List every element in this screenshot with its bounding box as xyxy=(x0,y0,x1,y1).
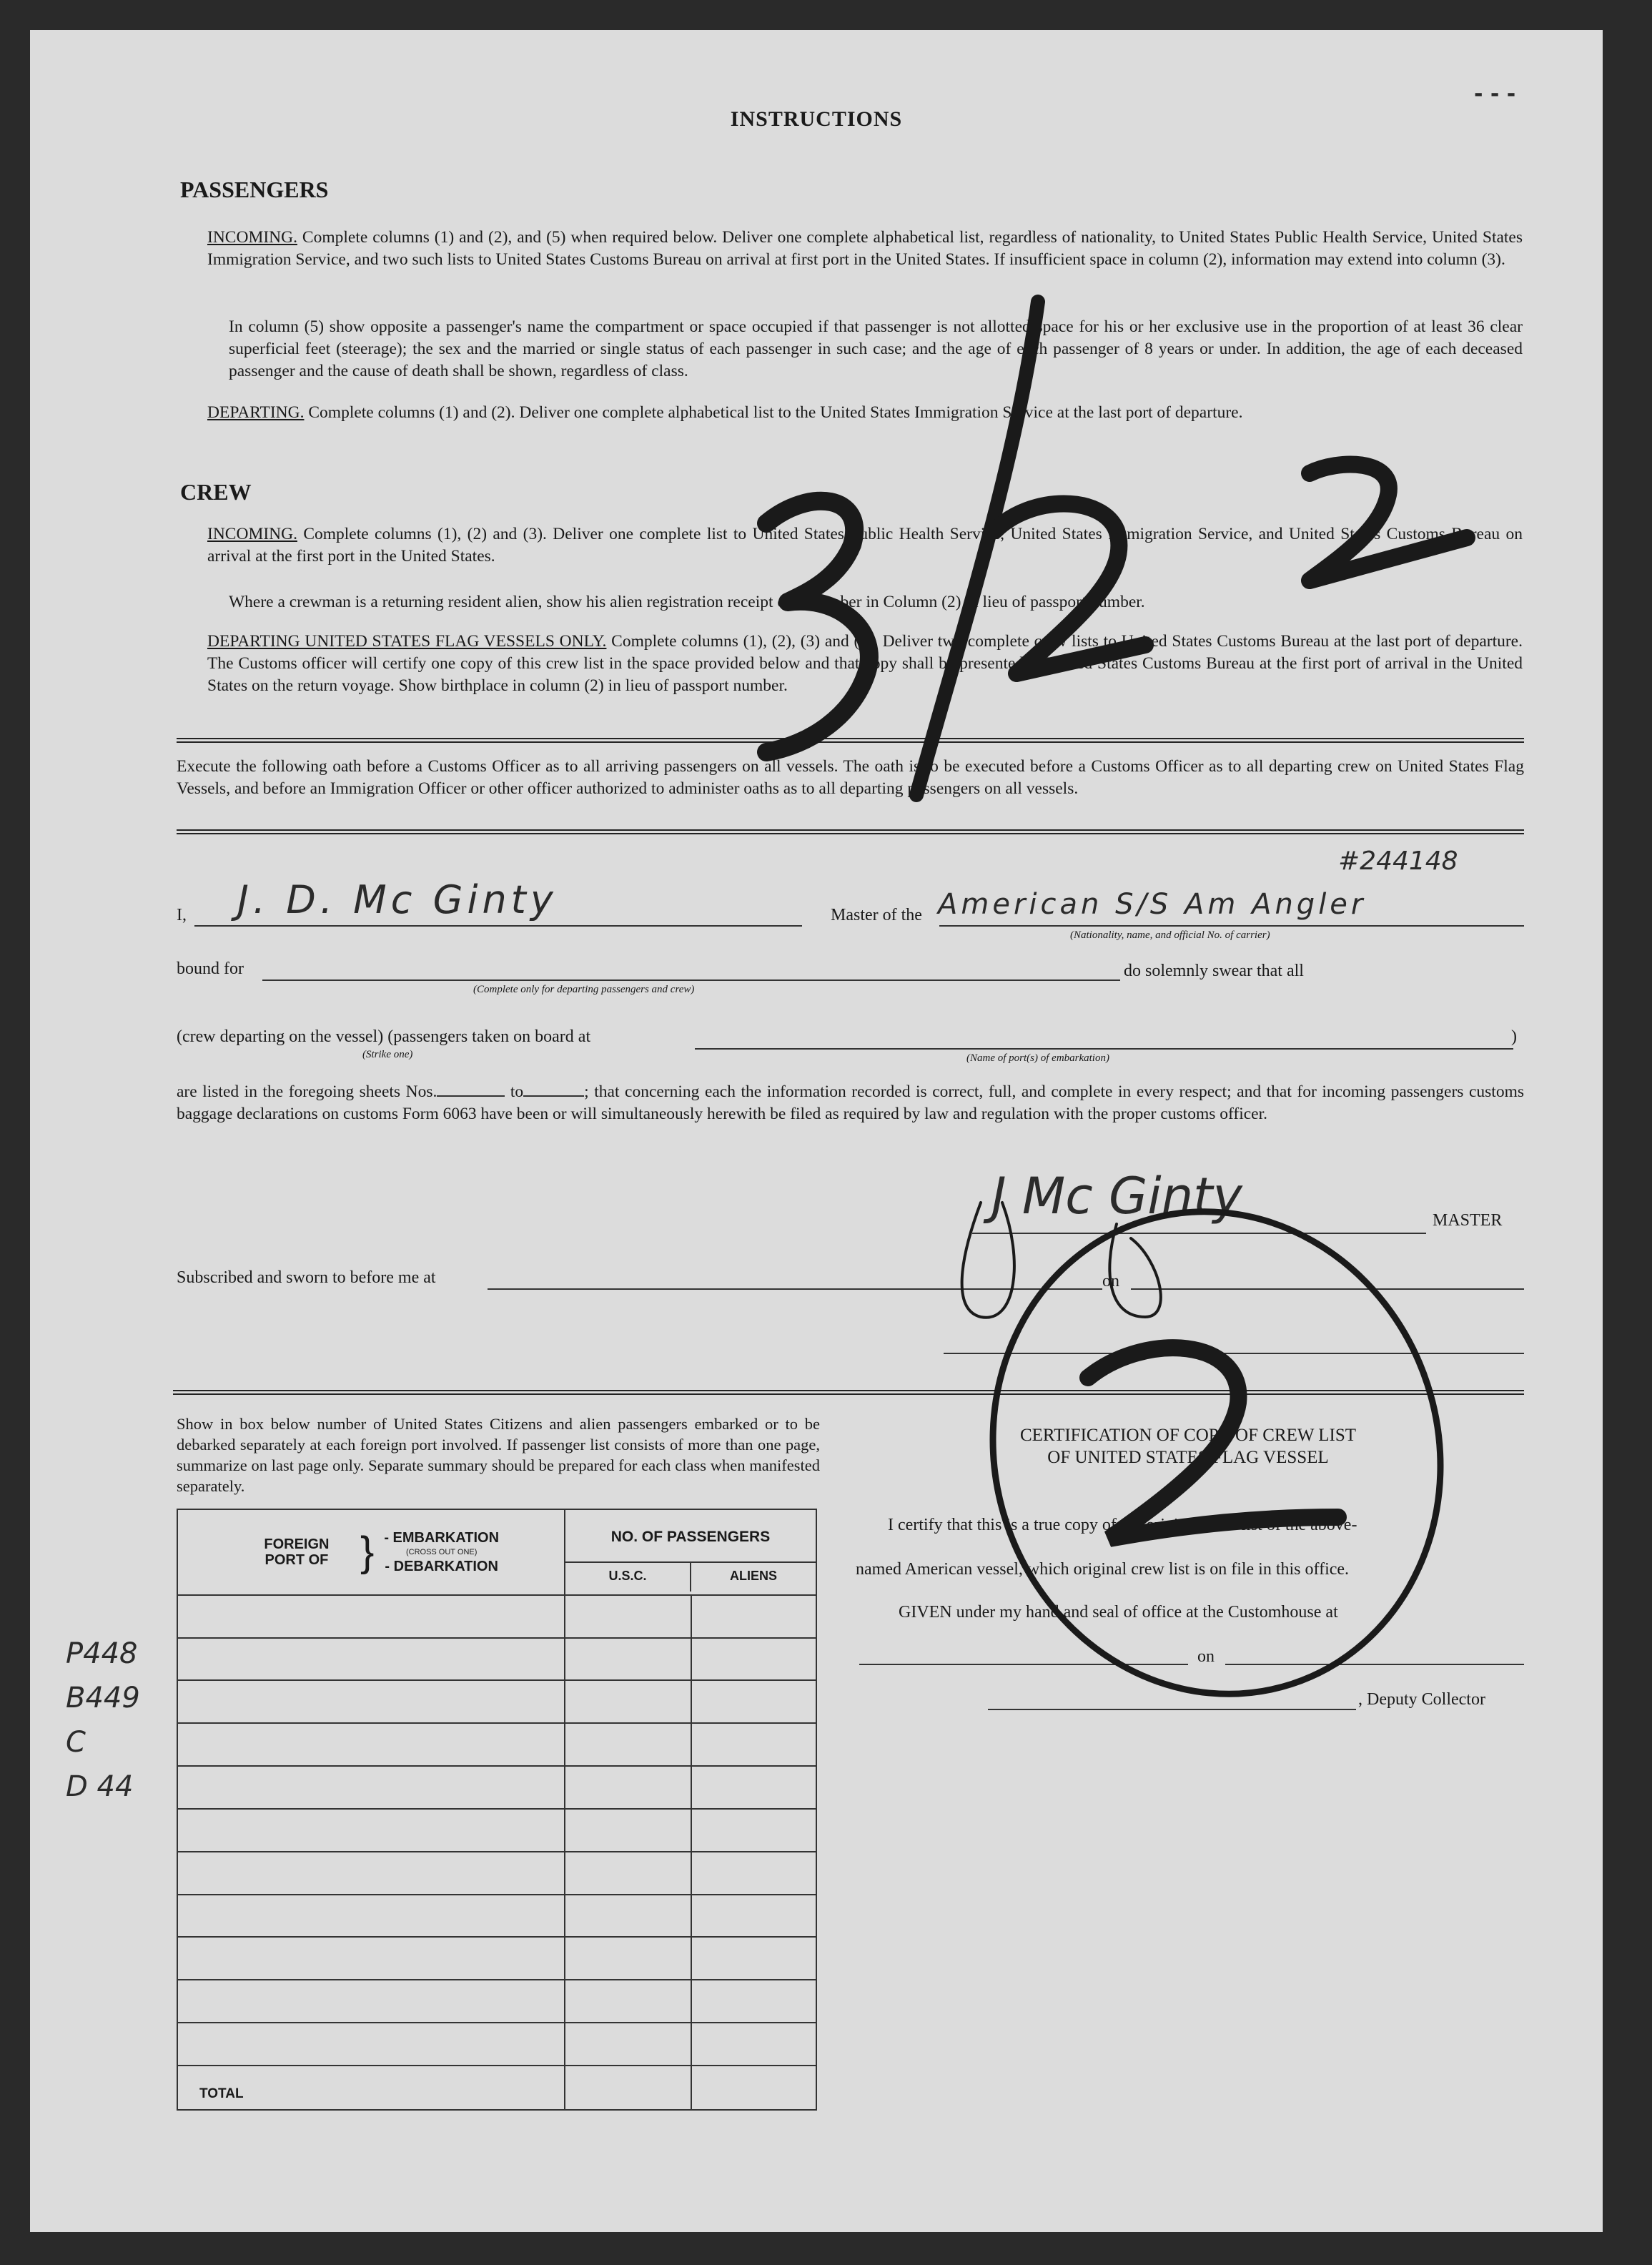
crew-departing-text: Complete columns (1), (2), (3) and (4). Deliver two complete crew lists to United States Customs Bureau at the last port of departure. The Customs officer will certify one copy of this crew list in the space provided below and that copy shall be presented to United States Customs Bureau at the first port of arrival in the United States on the return voyage. Show birthplace in column (2) in lieu of passport number. xyxy=(207,632,1523,695)
margin-note-3: C xyxy=(66,1726,86,1759)
circled-two-mark xyxy=(931,1153,1503,1752)
margin-note-4: D 44 xyxy=(66,1770,134,1803)
embarkation-label: - EMBARKATION xyxy=(384,1529,500,1546)
margin-note-2: B449 xyxy=(66,1682,140,1714)
col-passengers-header: NO. OF PASSENGERS xyxy=(610,1529,771,1545)
master-signature: J Mc Ginty xyxy=(991,1167,1242,1225)
crew-passengers-label: (crew departing on the vessel) (passengers taken on board at xyxy=(177,1027,591,1046)
crew-heading: CREW xyxy=(180,479,252,505)
total-label: TOTAL xyxy=(177,2066,565,2110)
deputy-collector-label: , Deputy Collector xyxy=(1358,1690,1485,1709)
certify-line-2: named American vessel, which original crew list is on file in this office. xyxy=(856,1560,1350,1579)
swear-label: do solemnly swear that all xyxy=(1124,962,1304,980)
page-title: INSTRUCTIONS xyxy=(730,107,903,131)
passengers-heading: PASSENGERS xyxy=(180,177,329,202)
certification-title-line-2: OF UNITED STATES FLAG VESSEL xyxy=(1047,1448,1329,1467)
passengers-departing-label: DEPARTING. xyxy=(207,403,305,422)
col-usc-header: U.S.C. xyxy=(565,1563,691,1592)
given-line: GIVEN under my hand and seal of office at the Customhouse at xyxy=(899,1603,1338,1622)
pencil-digit-2-circled xyxy=(1088,1348,1338,1539)
vessel-caption: (Nationality, name, and official No. of carrier) xyxy=(1070,929,1270,941)
bound-for-caption: (Complete only for departing passengers and crew) xyxy=(473,984,695,995)
official-number-handwritten: #244148 xyxy=(1338,847,1458,876)
pencil-slash xyxy=(916,302,1038,795)
signature-loop-left xyxy=(962,1203,1014,1318)
signature-loop xyxy=(962,1203,1161,1318)
signature-loop-right xyxy=(1109,1224,1160,1317)
corner-mark: - - - xyxy=(1474,82,1516,107)
passengers-incoming-label: INCOMING. xyxy=(207,228,297,247)
col-port-header: FOREIGN PORT OF xyxy=(264,1536,330,1568)
passengers-column5-text: In column (5) show opposite a passenger's name the compartment or space occupied if that passenger is not allotted space for his or her exclusive use in the proportion of at least 36 clear superficial feet (steerage); the sex and the married or single status of each passenger in such case; and the age of each passenger of 8 years or under. In addition, the age of each deceased passenger and the cause of death shall be shown, regardless of class. xyxy=(229,317,1523,380)
cross-out-note: (CROSS OUT ONE) xyxy=(405,1547,478,1556)
margin-note-1: P448 xyxy=(66,1637,138,1670)
pencil-digit-3 xyxy=(766,501,869,752)
subscribed-label: Subscribed and sworn to before me at xyxy=(177,1268,436,1287)
crew-incoming-label: INCOMING. xyxy=(207,525,297,543)
crew-departing-label: DEPARTING UNITED STATES FLAG VESSELS ONLY. xyxy=(207,632,607,651)
oath-intro: Execute the following oath before a Customs Officer as to all arriving passengers on all vessels. The oath is to be executed before a Customs Officer as to all departing crew on United States Flag Vessels, and before an Immigration Officer or other officer authorized to administer oaths as to all departing passengers on all vessels. xyxy=(177,757,1524,798)
master-label: MASTER xyxy=(1433,1211,1503,1230)
master-name-handwritten: J. D. Mc Ginty xyxy=(237,877,558,922)
subscribed-on-label: on xyxy=(1102,1272,1119,1291)
crew-incoming-text: Complete columns (1), (2) and (3). Deliver one complete list to United States Public Health Service, United States Immigration Service, and United States Customs Bureau on arrival at the first port in the United States. xyxy=(207,525,1523,566)
passengers-departing-text: Complete columns (1) and (2). Deliver one complete alphabetical list to the United States Immigration Service at the last port of departure. xyxy=(308,403,1243,422)
debarkation-label: - DEBARKATION xyxy=(385,1558,498,1574)
col-aliens-header: ALIENS xyxy=(729,1569,777,1583)
master-of-label: Master of the xyxy=(831,906,922,924)
listed-to: to xyxy=(510,1082,524,1101)
big-date-mark-3-22 xyxy=(766,302,1467,795)
pencil-digit-2a xyxy=(995,504,1145,674)
passengers-incoming-text: Complete columns (1) and (2), and (5) when required below. Deliver one complete alphabetical list, regardless of nationality, to United States Public Health Service, United States Immigration Service, and two such lists to United States Customs Bureau on arrival at first port in the United States. If insufficient space in column (2), information may extend into column (3). xyxy=(207,228,1523,269)
document-page xyxy=(30,30,1603,2232)
certify-line-1: I certify that this is a true copy of the original crew list of the above- xyxy=(888,1516,1357,1534)
vessel-handwritten: American S/S Am Angler xyxy=(938,888,1367,921)
crew-resident-text: Where a crewman is a returning resident alien, show his alien registration receipt card number in Column (2) in lieu of passport number. xyxy=(229,593,1145,611)
pencil-digit-2b xyxy=(1310,465,1467,581)
close-paren: ) xyxy=(1511,1027,1517,1046)
pencil-annotations xyxy=(30,30,1603,2232)
summary-instructions: Show in box below number of United States Citizens and alien passengers embarked or to be debarked separately at each foreign port involved. If passenger list consists of more than one page, summarize on last page only. Separate summary should be prepared for each class when manifested separately. xyxy=(177,1415,820,1495)
strike-one-caption: (Strike one) xyxy=(362,1049,413,1060)
listed-part-a: are listed in the foregoing sheets Nos. xyxy=(177,1082,437,1101)
ports-caption: (Name of port(s) of embarkation) xyxy=(966,1052,1109,1064)
listed-part-b: ; that concerning each the information recorded is correct, full, and complete in every respect; and that for incoming passengers customs baggage declarations on customs Form 6063 have been or will simultaneously herewith be filed as required by law and regulation with the proper customs officer. xyxy=(177,1082,1525,1123)
certification-title-line-1: CERTIFICATION OF COPY OF CREW LIST xyxy=(1019,1426,1357,1445)
bound-for-label: bound for xyxy=(177,959,244,978)
brace-mark: } xyxy=(360,1528,375,1575)
oath-i-label: I, xyxy=(177,906,187,924)
certification-on-label: on xyxy=(1197,1647,1215,1666)
